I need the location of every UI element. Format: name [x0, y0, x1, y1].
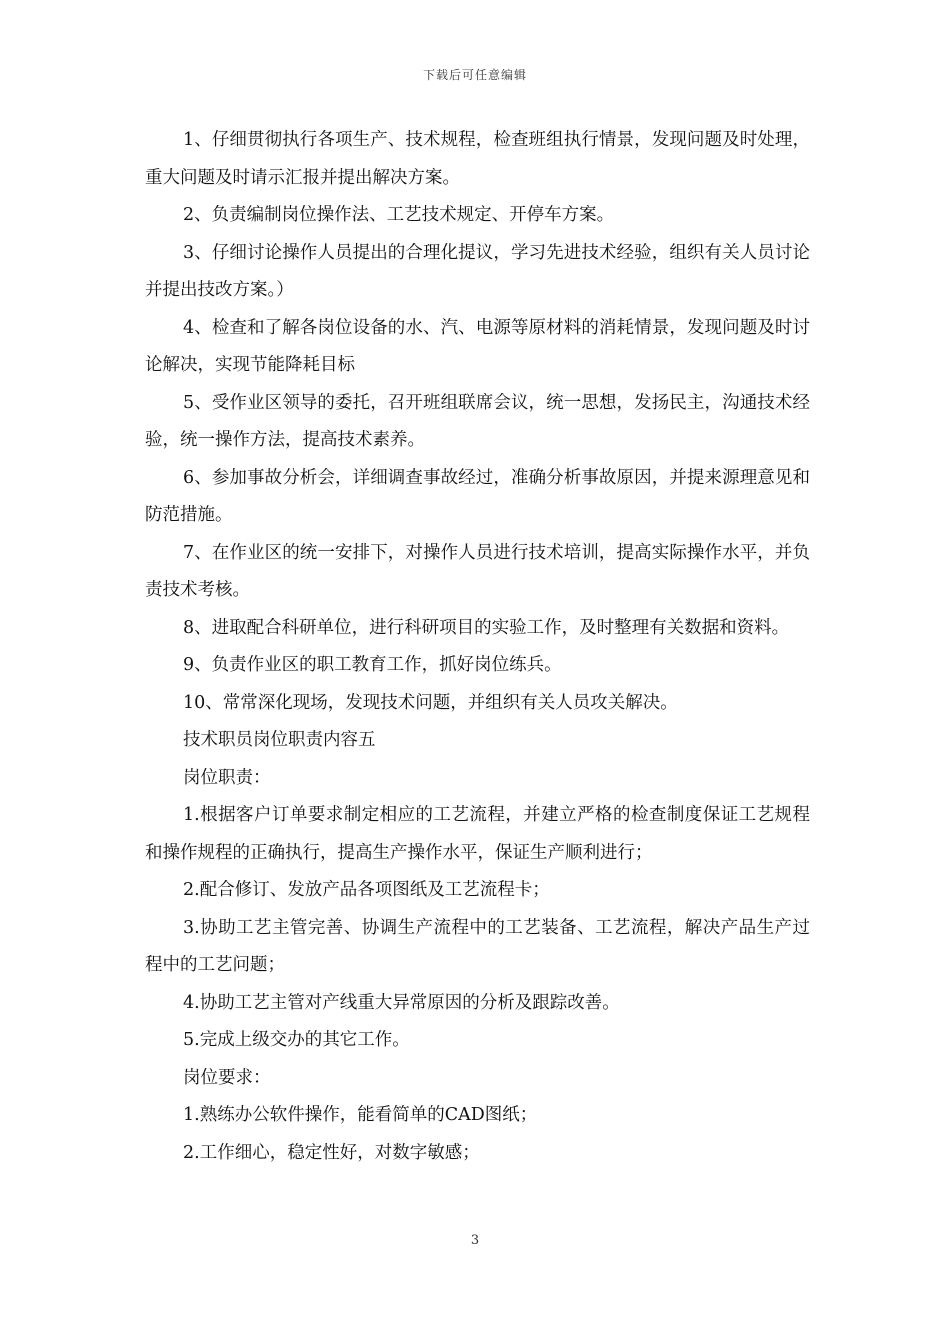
responsibility-item-5: 5.完成上级交办的其它工作。 [183, 1030, 410, 1050]
section-heading: 技术职员岗位职责内容五 [183, 730, 376, 750]
paragraph-duty-6: 6、参加事故分析会，详细调查事故经过，准确分析事故原因，并提来源理意见和防范措施。 [145, 467, 810, 525]
document-body [145, 122, 810, 1172]
paragraph-duty-4: 4、检查和了解各岗位设备的水、汽、电源等原材料的消耗情景，发现问题及时讨论解决，实现节能降耗目标 [145, 317, 810, 375]
subheading-requirements: 岗位要求： [183, 1067, 271, 1088]
paragraph-duty-3: 3、仔细讨论操作人员提出的合理化提议，学习先进技术经验，组织有关人员讨论并提出技改方案。） [145, 242, 810, 300]
paragraph-duty-1: 1、仔细贯彻执行各项生产、技术规程，检查班组执行情景，发现问题及时处理，重大问题及时请示汇报并提出解决方案。 [145, 130, 810, 188]
responsibility-item-4: 4.协助工艺主管对产线重大异常原因的分析及跟踪改善。 [183, 992, 620, 1013]
paragraph-duty-2: 2、负责编制岗位操作法、工艺技术规定、开停车方案。 [183, 205, 615, 225]
responsibility-item-3: 3.协助工艺主管完善、协调生产流程中的工艺装备、工艺流程，解决产品生产过程中的工艺问题； [145, 917, 810, 975]
paragraph-duty-5: 5、受作业区领导的委托，召开班组联席会议，统一思想，发扬民主，沟通技术经验，统一操作方法，提高技术素养。 [145, 392, 810, 450]
requirement-item-1: 1.熟练办公软件操作，能看简单的CAD图纸； [183, 1105, 538, 1125]
subheading-responsibilities: 岗位职责： [183, 767, 271, 788]
paragraph-duty-7: 7、在作业区的统一安排下，对操作人员进行技术培训，提高实际操作水平，并负责技术考核。 [145, 542, 810, 600]
requirement-item-2: 2.工作细心，稳定性好，对数字敏感； [183, 1142, 480, 1163]
paragraph-duty-9: 9、负责作业区的职工教育工作，抓好岗位练兵。 [183, 655, 562, 675]
responsibility-item-2: 2.配合修订、发放产品各项图纸及工艺流程卡； [183, 880, 550, 900]
page-header: 下载后可任意编辑 [422, 68, 527, 82]
responsibility-item-1: 1.根据客户订单要求制定相应的工艺流程，并建立严格的检查制度保证工艺规程和操作规程的正确执行，提高生产操作水平，保证生产顺利进行； [145, 805, 810, 863]
page-number: 3 [470, 1233, 480, 1248]
paragraph-duty-10: 10、常常深化现场，发现技术问题，并组织有关人员攻关解决。 [183, 692, 678, 713]
paragraph-duty-8: 8、进取配合科研单位，进行科研项目的实验工作，及时整理有关数据和资料。 [183, 617, 790, 638]
